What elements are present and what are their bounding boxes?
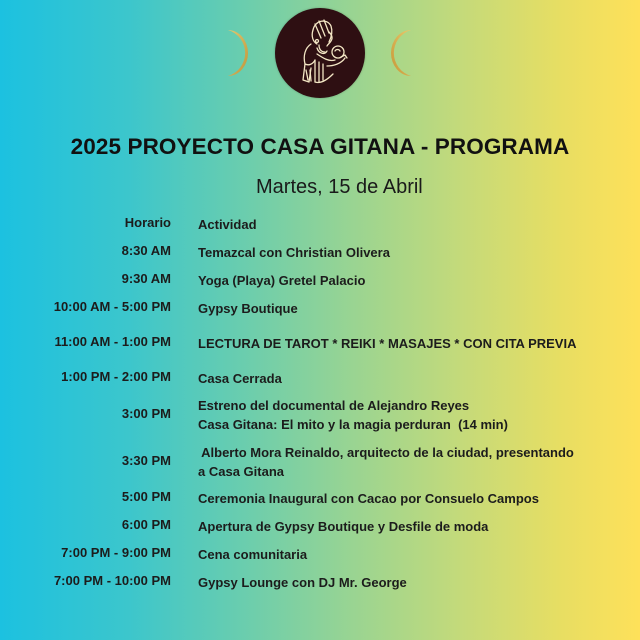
row-activity xyxy=(198,299,298,318)
row-time: 6:00 PM xyxy=(121,517,171,532)
row-activity xyxy=(198,334,576,353)
row-time: 9:30 AM xyxy=(121,271,171,286)
column-header-time: Horario xyxy=(124,215,171,230)
page-title: 2025 PROYECTO CASA GITANA - PROGRAMA xyxy=(70,134,570,159)
activity-line: Temazcal con Christian Olivera xyxy=(198,245,390,260)
row-time: 3:30 PM xyxy=(121,453,171,468)
row-activity xyxy=(198,545,307,564)
row-time: 1:00 PM - 2:00 PM xyxy=(61,369,171,384)
logo-fortune-teller-icon xyxy=(275,8,365,98)
row-activity xyxy=(198,369,282,388)
row-activity xyxy=(198,443,574,481)
row-time: 5:00 PM xyxy=(121,489,171,504)
event-date: Martes, 15 de Abril xyxy=(256,176,423,198)
activity-line: Gypsy Boutique xyxy=(198,301,298,316)
row-activity xyxy=(198,573,407,592)
row-time: 7:00 PM - 10:00 PM xyxy=(53,573,171,588)
row-activity xyxy=(198,243,390,262)
row-time: 8:30 AM xyxy=(121,243,171,258)
row-time: 11:00 AM - 1:00 PM xyxy=(54,334,171,349)
activity-line: Cena comunitaria xyxy=(198,547,308,562)
activity-line: LECTURA DE TAROT * REIKI * MASAJES * CON CITA PREVIA xyxy=(198,336,577,351)
row-time: 7:00 PM - 9:00 PM xyxy=(61,545,171,560)
activity-line: Ceremonia Inaugural con Cacao por Consuelo Campos xyxy=(198,491,539,506)
activity-line: Yoga (Playa) Gretel Palacio xyxy=(198,273,366,288)
activity-line: Apertura de Gypsy Boutique y Desfile de moda xyxy=(198,519,489,534)
activity-line: a Casa Gitana xyxy=(198,464,284,479)
activity-line: Casa Cerrada xyxy=(198,371,282,386)
activity-line: Alberto Mora Reinaldo, arquitecto de la ciudad, presentando xyxy=(198,445,574,460)
activity-line: Estreno del documental de Alejandro Reyes xyxy=(198,398,470,413)
row-time: 10:00 AM - 5:00 PM xyxy=(53,299,171,314)
row-activity xyxy=(198,396,508,434)
row-activity xyxy=(198,489,539,508)
crescent-moon-icon xyxy=(220,28,256,78)
activity-line: Gypsy Lounge con DJ Mr. George xyxy=(198,575,407,590)
row-activity xyxy=(198,517,488,536)
row-activity xyxy=(198,271,365,290)
crescent-moon-icon xyxy=(383,28,419,78)
activity-line: Casa Gitana: El mito y la magia perduran (14 min) xyxy=(198,417,508,432)
column-header-activity: Actividad xyxy=(198,217,257,232)
header xyxy=(0,0,640,110)
row-time: 3:00 PM xyxy=(121,406,171,421)
